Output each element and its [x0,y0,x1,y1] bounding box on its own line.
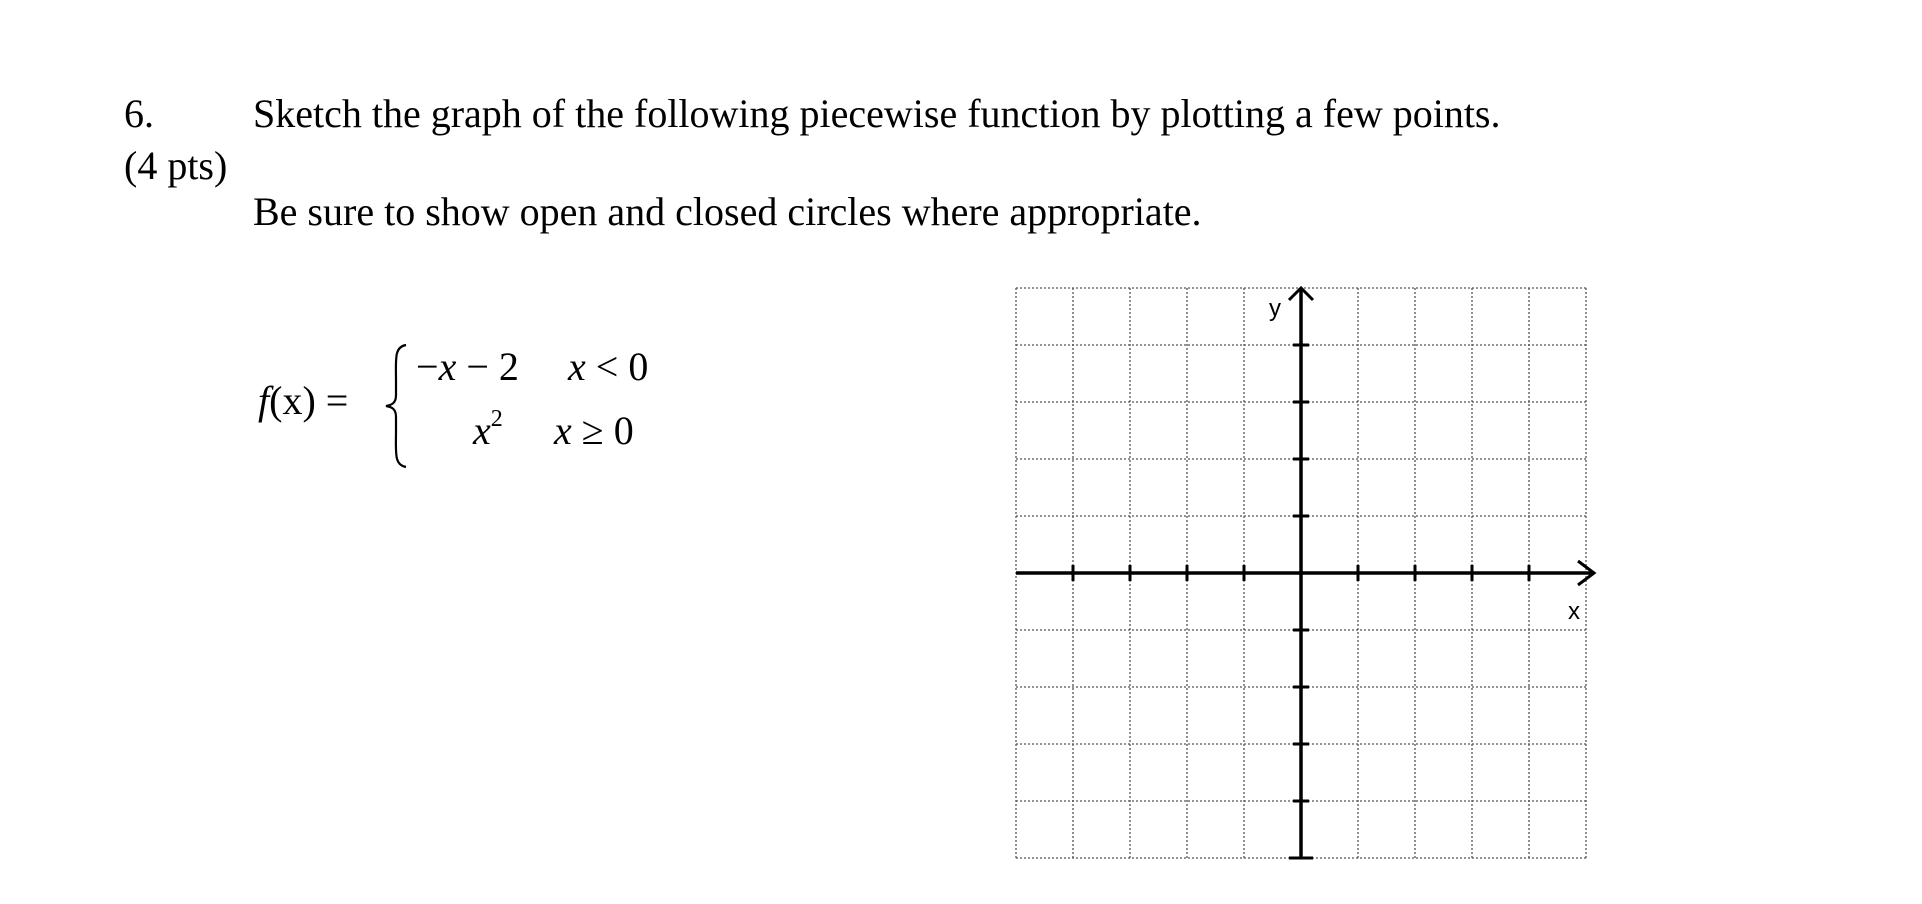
exponent: 2 [490,406,503,432]
variable-x: x [473,408,491,453]
minus-sign: − [416,344,439,389]
question-note: Be sure to show open and closed circles where appropriate. [253,189,1202,234]
piece-1-condition [568,343,648,390]
y-axis-label: y [1269,295,1281,322]
function-argument: (x) = [269,378,349,423]
coordinate-grid[interactable] [1010,282,1610,862]
question-number: 6. [124,91,154,136]
variable-x: x [554,408,572,453]
piecewise-formula [258,333,678,483]
question-instruction: Sketch the graph of the following piecewise function by plotting a few points. [253,91,1501,136]
condition-less-than-zero: < 0 [585,344,649,389]
condition-at-least-zero: ≥ 0 [571,408,634,453]
piece-1-expression [416,343,519,390]
left-brace [382,341,412,471]
function-name: f [258,378,270,423]
x-axis-label: x [1568,598,1580,625]
variable-x: x [568,344,586,389]
coordinate-grid-panel [1010,282,1610,862]
minus-two: − 2 [466,344,519,389]
question-points: (4 pts) [124,143,228,188]
variable-x: x [438,344,457,389]
axes [1016,288,1594,858]
formula-lhs [258,377,348,424]
piece-2-expression [473,407,503,454]
piece-2-condition [554,407,634,454]
